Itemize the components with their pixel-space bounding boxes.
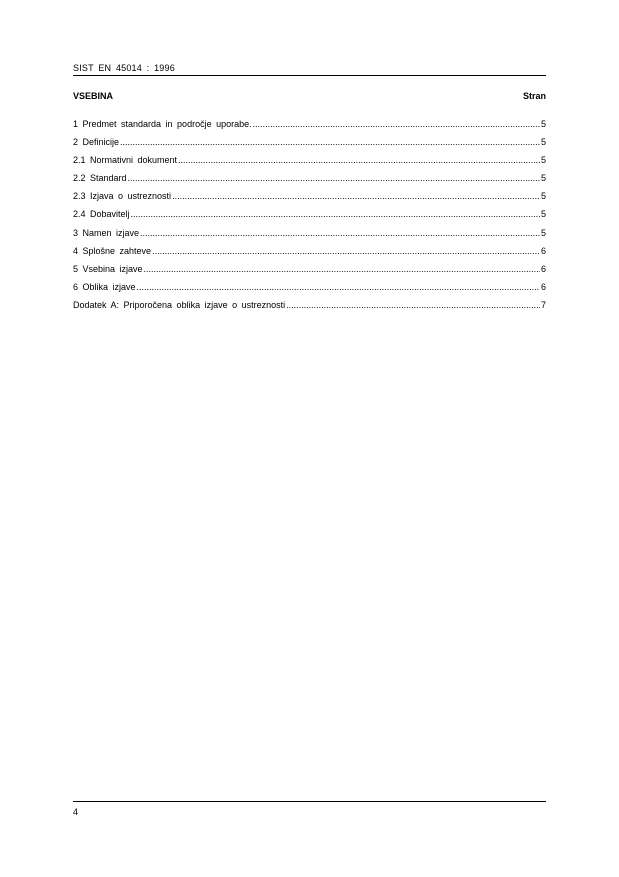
toc-entry-page: 5: [540, 227, 546, 238]
toc-entry-page: 6: [540, 245, 546, 256]
table-of-contents: [73, 119, 546, 318]
page-number: 4: [73, 807, 79, 817]
toc-dot-leader: [286, 300, 540, 311]
toc-entry-title: 3 Namen izjave: [73, 227, 140, 238]
toc-entry[interactable]: [73, 119, 546, 137]
toc-entry-title: 2.4 Dobavitelj: [73, 209, 130, 220]
toc-entry-title: 2 Definicije: [73, 137, 120, 148]
toc-heading: VSEBINA: [73, 91, 114, 101]
toc-entry[interactable]: [73, 246, 546, 264]
toc-entry[interactable]: [73, 282, 546, 300]
toc-entry[interactable]: [73, 209, 546, 227]
toc-entry-title: 2.2 Standard: [73, 173, 127, 184]
toc-entry-page: 5: [540, 137, 546, 148]
toc-dot-leader: [131, 209, 540, 220]
toc-entry[interactable]: [73, 300, 546, 318]
toc-dot-leader: [144, 264, 540, 275]
toc-dot-leader: [253, 119, 540, 130]
toc-entry-page: 5: [540, 155, 546, 166]
toc-entry-page: 6: [540, 281, 546, 292]
toc-heading-row: [73, 91, 546, 102]
toc-entry-page: 5: [540, 191, 546, 202]
toc-entry-title: 5 Vsebina izjave: [73, 263, 143, 274]
toc-dot-leader: [137, 282, 540, 293]
toc-entry-title: 1 Predmet standarda in področje uporabe.: [73, 119, 252, 129]
toc-entry[interactable]: [73, 264, 546, 282]
toc-entry[interactable]: [73, 155, 546, 173]
toc-entry-page: 5: [540, 209, 546, 220]
toc-entry[interactable]: [73, 228, 546, 246]
header-rule: [73, 75, 546, 76]
toc-entry-title: 2.3 Izjava o ustreznosti: [73, 191, 172, 202]
toc-entry[interactable]: [73, 137, 546, 155]
document-header: SIST EN 45014 : 1996: [73, 63, 175, 73]
toc-dot-leader: [120, 137, 540, 148]
toc-page-column-label: Stran: [522, 91, 546, 101]
toc-entry-title: 2.1 Normativni dokument: [73, 155, 178, 166]
toc-entry-page: 5: [540, 173, 546, 184]
toc-dot-leader: [152, 246, 540, 257]
toc-entry[interactable]: [73, 173, 546, 191]
toc-entry-page: 7: [540, 299, 546, 310]
toc-entry-title: Dodatek A: Priporočena oblika izjave o ustreznosti: [73, 299, 286, 310]
toc-entry-title: 4 Splošne zahteve: [73, 245, 152, 256]
toc-entry[interactable]: [73, 191, 546, 209]
toc-entry-page: 6: [540, 263, 546, 274]
toc-entry-page: 5: [540, 119, 546, 129]
toc-dot-leader: [140, 228, 540, 239]
footer-rule: [73, 801, 546, 802]
toc-entry-title: 6 Oblika izjave: [73, 281, 136, 292]
toc-dot-leader: [172, 191, 540, 202]
toc-dot-leader: [128, 173, 540, 184]
toc-dot-leader: [178, 155, 540, 166]
